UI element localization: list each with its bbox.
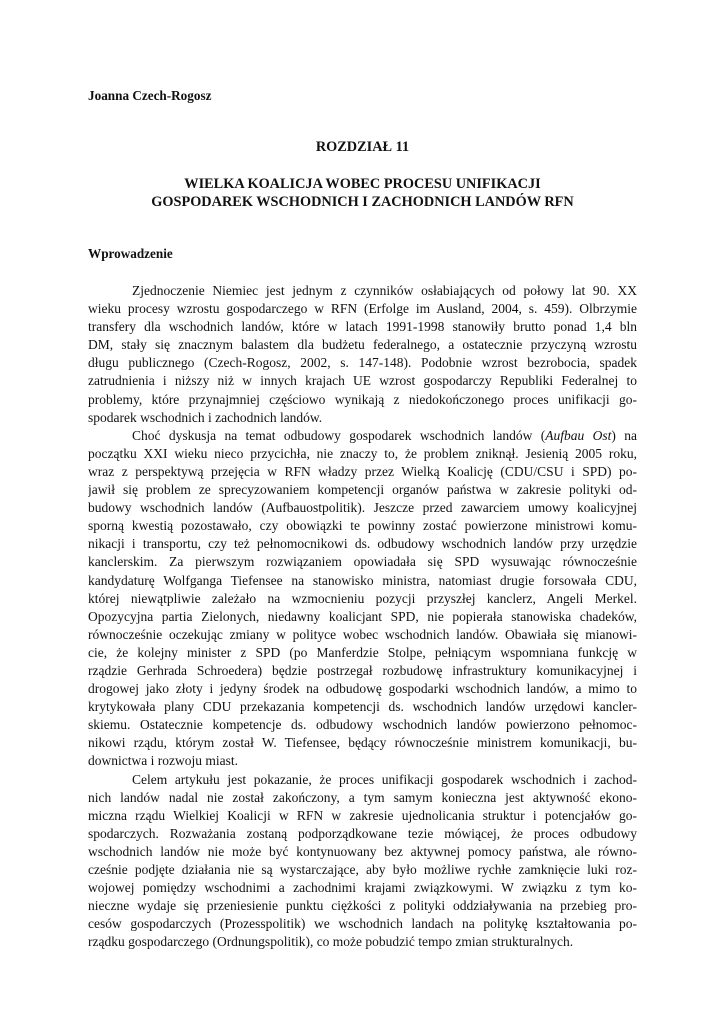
section-heading: Wprowadzenie (88, 246, 173, 261)
paragraph-text: ) na (611, 427, 637, 443)
paragraph-line: nich landów nadal nie został zakończony, a tym samym konieczna jest aktywność ekono- (88, 789, 637, 805)
document-page (88, 0, 637, 1024)
chapter-title-line: GOSPODAREK WSCHODNICH I ZACHODNICH LANDÓW RFN (151, 194, 574, 210)
chapter-title-line: WIELKA KOALICJA WOBEC PROCESU UNIFIKACJI (184, 176, 541, 192)
paragraph-line: drogowej jako złoty i jedyny środek na odbudowę gospodarki wschodnich landów, a mimo to (88, 681, 637, 697)
paragraph-line: wieku procesy wzrostu gospodarczego w RFN (Erfolge im Ausland, 2004, s. 459). Olbrzymie (88, 301, 637, 317)
paragraph-line: wschodnich landów nie może być kontynuowany bez aktywnej pomocy państwa, ale równo- (88, 843, 637, 859)
paragraph-line: cesów gospodarczych (Prozesspolitik) we wschodnich landach na politykę kształtowania po- (88, 916, 637, 932)
paragraph-line: nikacji i transportu, czy też pełnomocnikowi ds. odbudowy wschodnich landów przy urzędzie (88, 536, 637, 552)
paragraph-line (88, 427, 637, 445)
paragraph-line: Zjednoczenie Niemiec jest jednym z czynników osłabiających od połowy lat 90. XX (132, 283, 637, 298)
paragraph-line: budowy wschodnich landów (Aufbauostpolitik). Jeszcze przed zawarciem umowy koalicyjnej (88, 500, 637, 516)
paragraph-line: spodarczych. Rozważania zostaną podporządkowane tezie mówiącej, że proces odbudowy (88, 825, 637, 841)
paragraph-line: cie, że kolejny minister z SPD (po Manferdzie Stolpe, pełniącym wspomniana funkcję w (88, 644, 637, 660)
paragraph-line: kanclerskim. Za pierwszym rozwiązaniem opowiadała się SPD wysuwając równocześnie (88, 554, 637, 570)
paragraph-line: jawił się problem ze sprecyzowaniem kompetencji organów państwa w zakresie polityki od- (88, 482, 637, 498)
italic-term: Aufbau Ost (545, 427, 612, 443)
paragraph-line: której niewątpliwie zależało na wzmocnieniu pozycji przyszłej kanclerz, Angeli Merkel. (88, 590, 637, 606)
paragraph-line: krytykowała plany CDU przekazania kompetencji ds. wschodnich landów urzędowi kancler- (88, 699, 637, 715)
paragraph-line: rządku gospodarczego (Ordnungspolitik), co może pobudzić tempo zmian strukturalnych. (88, 934, 574, 950)
paragraph-line: równocześnie oczekując zmiany w polityce wobec wschodnich landów. Obawiała się mianowi- (88, 626, 637, 642)
paragraph-line: Celem artykułu jest pokazanie, że proces unifikacji gospodarek wschodnich i zachod- (132, 771, 637, 787)
paragraph-line: wojowej pomiędzy wschodnimi a zachodnimi krajami związkowymi. W związku z tym ko- (88, 880, 637, 896)
paragraph-line: nikowi rządu, którym został W. Tiefensee, będący równocześnie ministrem komunikacji, bu- (88, 735, 637, 751)
paragraph-line: nieczne wydaje się przeniesienie punktu ciężkości z polityki oddziaływania na przebieg pro- (88, 898, 637, 914)
chapter-number: ROZDZIAŁ 11 (315, 139, 410, 155)
paragraph-line: kandydaturę Wolfganga Tiefensee na stanowisko ministra, natomiast drugie forsowała CDU, (88, 572, 637, 588)
paragraph-line: cześnie podjęte działania nie są wystarczające, aby było możliwe rychłe zamknięcie luki roz- (88, 862, 637, 877)
paragraph-line: zatrudnienia i niższy niż w innych krajach UE wzrost gospodarczy Republiki Federalnej to (88, 373, 637, 389)
paragraph-line: miczna rządu Wielkiej Koalicji w RFN w zakresie ujednolicania struktur i potencjałów go- (88, 807, 637, 823)
paragraph-line: sporną kwestią pozostawało, czy obowiązki te powinny zostać powierzone ministrowi komu- (88, 518, 637, 534)
paragraph-line: skiemu. Ostatecznie kompetencje ds. odbudowy wschodnich landów powierzono pełnomoc- (88, 717, 637, 733)
paragraph-line: wraz z perspektywą przejęcia w RFN władzy przez Wielką Koalicję (CDU/CSU i SPD) po- (88, 463, 637, 479)
paragraph-line: DM, stały się znacznym balastem dla budżetu federalnego, a ostatecznie przyczyną wzrostu (88, 337, 637, 353)
paragraph-line: długu publicznego (Czech-Rogosz, 2002, s. 147-148). Podobnie wzrost bezrobocia, spadek (88, 355, 637, 371)
paragraph-line: downictwa i rozwoju miast. (88, 753, 238, 769)
paragraph-line: transfery dla wschodnich landów, które w latach 1991-1998 stanowiły brutto ponad 1,4 bln (88, 319, 637, 335)
paragraph-line: rządzie Gerhrada Schroedera) będzie postrzegał rozbudowę infrastruktury komunikacyjnej i (88, 662, 637, 678)
paragraph-text: Choć dyskusja na temat odbudowy gospodarek wschodnich landów ( (132, 427, 546, 443)
paragraph-line: spodarek wschodnich i zachodnich landów. (88, 409, 323, 425)
paragraph-line: początku XXI wieku nieco przycichła, nie znaczy to, że problem zniknął. Jesienią 2005 roku, (88, 445, 637, 461)
paragraph-line: problemy, które przynajmniej częściowo wynikają z niedokończonego proces unifikacji go- (88, 391, 637, 407)
author-name: Joanna Czech-Rogosz (88, 88, 212, 103)
body-text (88, 282, 637, 951)
paragraph-line: Opozycyjna partia Zielonych, niedawny koalicjant SPD, nie popierała stanowiska chadeków, (88, 608, 637, 624)
chapter-title (88, 175, 637, 211)
